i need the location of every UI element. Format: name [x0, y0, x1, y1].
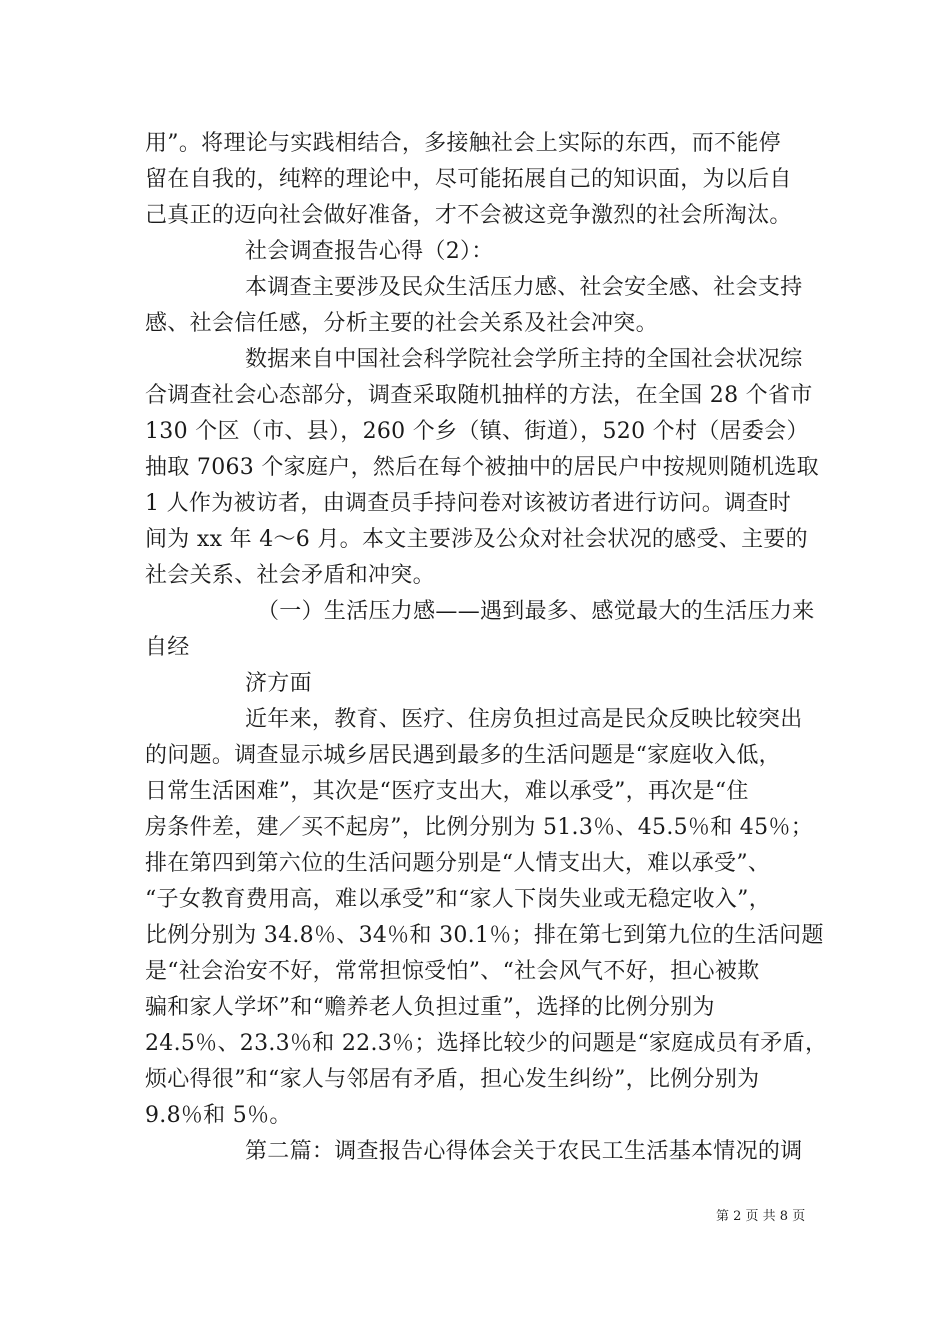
text-line: 排在第四到第六位的生活问题分别是“人情支出大，难以承受”、: [145, 851, 771, 876]
text-line: 己真正的迈向社会做好准备，才不会被这竞争激烈的社会所淘汰。: [145, 203, 792, 228]
text-line: 近年来，教育、医疗、住房负担过高是民众反映比较突出: [245, 707, 803, 732]
text-line: 24.5％、23.3％和 22.3％；选择比较少的问题是“家庭成员有矛盾，: [145, 1031, 828, 1056]
text-line: 比例分别为 34.8％、34％和 30.1％；排在第七到第九位的生活问题: [145, 923, 824, 948]
text-line: 130 个区（市、县），260 个乡（镇、街道），520 个村（居委会）: [145, 419, 809, 444]
section-heading: 社会调查报告心得（2）：: [245, 239, 494, 264]
text-line: 房条件差，建／买不起房”，比例分别为 51.3％、45.5％和 45％；: [145, 815, 813, 840]
text-line: 本调查主要涉及民众生活压力感、社会安全感、社会支持: [245, 275, 803, 300]
text-line: 社会关系、社会矛盾和冲突。: [145, 563, 435, 588]
text-line: 数据来自中国社会科学院社会学所主持的全国社会状况综: [245, 347, 803, 372]
text-line: 抽取 7063 个家庭户，然后在每个被抽中的居民户中按规则随机选取: [145, 455, 819, 480]
chapter-heading: 第二篇：调查报告心得体会关于农民工生活基本情况的调: [245, 1139, 803, 1164]
text-line: 间为 xx 年 4～6 月。本文主要涉及公众对社会状况的感受、主要的: [145, 527, 808, 552]
text-line: 骗和家人学坏”和“赡养老人负担过重”，选择的比例分别为: [145, 995, 715, 1020]
body-text: [145, 126, 828, 1170]
text-line: 感、社会信任感，分析主要的社会关系及社会冲突。: [145, 311, 658, 336]
text-line: 1 人作为被访者，由调查员手持问卷对该被访者进行访问。调查时: [145, 491, 791, 516]
text-line: 留在自我的，纯粹的理论中，尽可能拓展自己的知识面，为以后自: [145, 167, 792, 192]
text-line: 用”。将理论与实践相结合，多接触社会上实际的东西，而不能停: [145, 131, 781, 156]
text-line: 合调查社会心态部分，调查采取随机抽样的方法，在全国 28 个省市: [145, 383, 813, 408]
text-line: 的问题。调查显示城乡居民遇到最多的生活问题是“家庭收入低，: [145, 743, 781, 768]
text-line: 日常生活困难”，其次是“医疗支出大，难以承受”，再次是“住: [145, 779, 749, 804]
text-line: 烦心得很”和“家人与邻居有矛盾，担心发生纠纷”，比例分别为: [145, 1067, 760, 1092]
text-line: 是“社会治安不好，常常担惊受怕”、“社会风气不好，担心被欺: [145, 959, 760, 984]
text-line: 自经: [145, 635, 190, 660]
text-line: 9.8％和 5％。: [145, 1103, 292, 1128]
text-line: “子女教育费用高，难以承受”和“家人下岗失业或无稳定收入”，: [145, 887, 771, 912]
text-line: 济方面: [245, 671, 312, 696]
subsection-heading: （一）生活压力感——遇到最多、感觉最大的生活压力来: [257, 599, 815, 624]
page-number: 第 2 页 共 8 页: [716, 1209, 806, 1224]
